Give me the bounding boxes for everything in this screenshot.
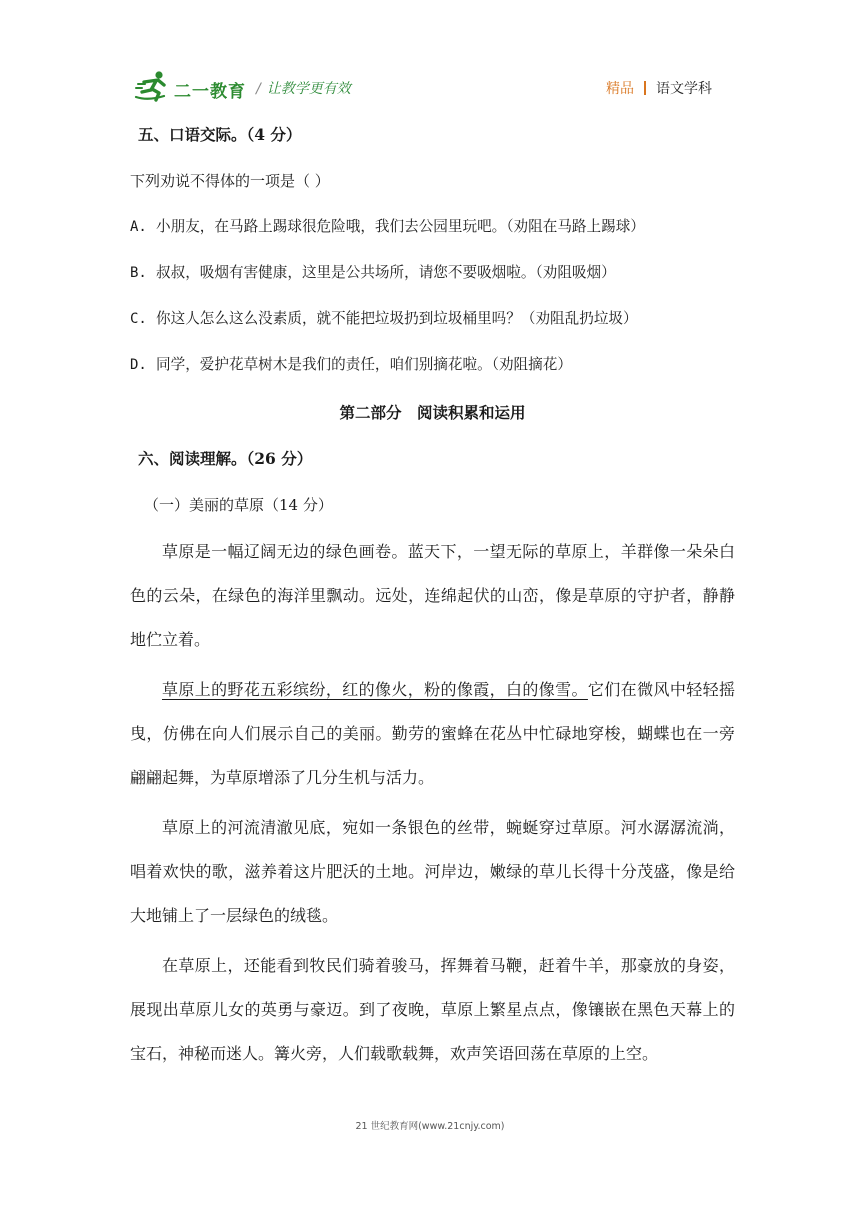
option-d (130, 354, 735, 376)
slash-divider: / (256, 81, 261, 97)
passage-paragraph-1: 草原是一幅辽阔无边的绿色画卷。蓝天下，一望无际的草原上，羊群像一朵朵白色的云朵，在绿色的海洋里飘动。远处，连绵起伏的山峦，像是草原的守护者，静静地伫立着。 (130, 542, 735, 649)
option-letter: D. (130, 357, 147, 373)
paragraph-2-rest: 它们在微风中轻轻摇曳，仿佛在向人们展示自己的美丽。勤劳的蜜蜂在花丛中忙碌地穿梭，蝴蝶也在一旁翩翩起舞，为草原增添了几分生机与活力。 (130, 680, 735, 787)
option-c (130, 308, 735, 330)
passage-paragraph-3: 草原上的河流清澈见底，宛如一条银色的丝带，蜿蜒穿过草原。河水潺潺流淌，唱着欢快的歌，滋养着这片肥沃的土地。河岸边，嫩绿的草儿长得十分茂盛，像是给大地铺上了一层绿色的绒毯。 (130, 818, 735, 925)
slogan-text: 让教学更有效 (266, 81, 351, 97)
quality-tag: 精品 (606, 81, 634, 97)
passage-paragraph-2 (130, 668, 735, 800)
page-content (130, 124, 735, 1076)
option-text: 小朋友，在马路上踢球很危险哦，我们去公园里玩吧。（劝阻在马路上踢球） (156, 218, 645, 235)
part-2-title: 第二部分 阅读积累和运用 (339, 403, 526, 422)
page-footer: 21 世纪教育网(www.21cnjy.com) (355, 1121, 505, 1132)
subject-tag: 语文学科 (656, 81, 712, 97)
option-text: 叔叔，吸烟有害健康，这里是公共场所，请您不要吸烟啦。（劝阻吸烟） (156, 264, 616, 281)
section-6-title: 六、阅读理解。（26 分） (138, 449, 313, 468)
underlined-sentence: 草原上的野花五彩缤纷，红的像火，粉的像霞，白的像雪。 (162, 680, 588, 699)
question-stem: 下列劝说不得体的一项是（ ） (130, 172, 330, 190)
page-header (0, 0, 860, 110)
option-letter: A. (130, 219, 147, 235)
option-text: 你这人怎么这么没素质，就不能把垃圾扔到垃圾桶里吗？（劝阻乱扔垃圾） (156, 310, 638, 327)
option-a (130, 216, 735, 238)
logo (134, 70, 244, 102)
logo-text: 二一教育 (174, 82, 246, 102)
option-letter: C. (130, 311, 147, 327)
option-text: 同学，爱护花草树木是我们的责任，咱们别摘花啦。（劝阻摘花） (156, 356, 572, 373)
tag-separator (644, 81, 646, 95)
passage-paragraph-4: 在草原上，还能看到牧民们骑着骏马，挥舞着马鞭，赶着牛羊，那豪放的身姿，展现出草原儿女的英勇与豪迈。到了夜晚，草原上繁星点点，像镶嵌在黑色天幕上的宝石，神秘而迷人。篝火旁，人们载歌载舞，欢声笑语回荡在草原的上空。 (130, 956, 735, 1063)
reading-subtitle: （一）美丽的草原（14 分） (144, 496, 333, 514)
slogan (256, 78, 351, 98)
option-b (130, 262, 735, 284)
option-letter: B. (130, 265, 147, 281)
runner-logo-icon (134, 70, 174, 102)
section-5-title: 五、口语交际。（4 分） (138, 125, 302, 144)
header-subject-tag (606, 78, 712, 98)
